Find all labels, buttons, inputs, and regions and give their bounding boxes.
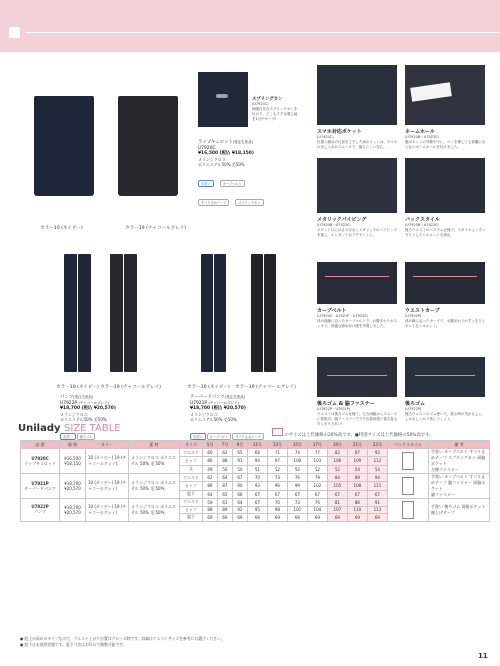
size-value: 97	[267, 457, 287, 465]
pants-color-4: カラー19 (チャコールグレイ)	[235, 385, 296, 390]
product-price: ¥18,700 (税込 ¥20,570)	[190, 406, 246, 412]
size-value: 67	[307, 490, 327, 498]
detail-code: (U7920C)	[252, 102, 269, 106]
product-code: U7921P	[31, 480, 49, 486]
size-value: 73	[267, 474, 287, 482]
tag: カーブベルト	[220, 180, 245, 187]
size-value: 52	[327, 465, 347, 473]
pants-color-1: カラー10 (ネイビー)	[56, 385, 99, 390]
size-value: 89	[347, 474, 367, 482]
size-value: 104	[307, 506, 327, 514]
size-value: 89	[217, 506, 232, 514]
detail-text: 後ろウエストのペプラム仕様で、スタイルよくすっきりとしたシルエットを演出。	[405, 227, 486, 237]
size-value: 69	[327, 514, 347, 522]
product-code: U7921P	[190, 400, 208, 406]
size-value: 70	[267, 499, 287, 507]
size-value: 76	[307, 499, 327, 507]
product-code: U7922P	[60, 400, 78, 406]
size-value: 101	[287, 506, 307, 514]
metallic-piping-photo	[317, 158, 397, 213]
back-style-icon	[402, 477, 414, 495]
th: 備 考	[429, 441, 490, 449]
th: 価 格	[60, 441, 86, 449]
measure-label: 丈	[180, 465, 203, 473]
size-value: 69	[287, 514, 307, 522]
page-number: 11	[478, 652, 488, 660]
size-value: 94	[247, 457, 267, 465]
product-maker: メランジクロス	[190, 411, 218, 417]
product-note: (受注生産品)	[73, 395, 94, 399]
product-label: ラップキュロット	[24, 460, 56, 466]
size-value: 113	[367, 506, 387, 514]
tag: 手洗い	[198, 180, 214, 187]
footnote: ● 股上が深めのタイプなので、ウエスト上がり位置はクローズ時です。詳細はウエストサイズを参考にお選びください。	[20, 636, 225, 641]
measure-label: ヒップ	[180, 506, 203, 514]
back-style-icon	[402, 452, 414, 470]
measure-label: ヒップ	[180, 457, 203, 465]
product-name: ラップキュロット	[198, 140, 233, 145]
legend-text: のサイズは上代価格の20%高です。●特別サイズは上代価格の50%高です。	[284, 433, 434, 438]
product-price: ¥16,500 (税込 ¥18,150)	[198, 151, 254, 157]
detail-title: バックスタイル	[405, 217, 440, 223]
detail-text: 体の線に沿ったカーブで、お腹まわりがすっきりとキレイなシルエット。	[405, 318, 486, 328]
waist-curve-photo	[405, 262, 485, 304]
table-cell: 10 (ネイビー) 19 (チャコールグレイ)	[86, 449, 129, 474]
back-rubber-zip-photo	[317, 357, 397, 397]
size-value: 90	[232, 482, 247, 490]
size-value: 54	[367, 465, 387, 473]
size-value: 67	[327, 490, 347, 498]
size-value: 79	[307, 474, 327, 482]
measure-label: ウエスト	[180, 499, 203, 507]
size-value: 70	[247, 474, 267, 482]
skirt-photo-charcoal	[110, 80, 188, 220]
th: 19号	[327, 441, 347, 449]
size-value: 67	[287, 490, 307, 498]
th: 23号	[367, 441, 387, 449]
table-row	[21, 499, 490, 507]
detail-title: 後ろゴム & 脇ファスナー	[317, 401, 375, 407]
pants-straight-charcoal-photo	[100, 248, 145, 378]
size-value: 65	[217, 490, 232, 498]
back-style-cell	[388, 449, 429, 474]
size-value: 88	[203, 506, 218, 514]
th: 11号	[247, 441, 267, 449]
tag: カーブベルト	[207, 433, 232, 440]
size-value: 87	[217, 482, 232, 490]
table-cell: メランジクロス ポリエステル 50% 毛 50%	[129, 474, 180, 499]
product-code-cell	[21, 449, 60, 474]
product-name: テーパードパンツ	[190, 395, 225, 400]
detail-code: (U7922P)	[405, 407, 422, 411]
table-cell: 10 (ネイビー) 19 (チャコールグレイ)	[86, 474, 129, 499]
header-mark	[9, 27, 20, 38]
spring-can-photo	[198, 72, 248, 127]
size-value: 86	[203, 457, 218, 465]
skirt-color-1: カラー10 (ネイビー)	[40, 226, 83, 231]
size-value: 69	[203, 514, 218, 522]
product-material: ポリエステル50% 毛50%	[60, 417, 107, 423]
size-value: 91	[367, 499, 387, 507]
price-tax: ¥20,570	[64, 486, 81, 491]
remarks-extra: 脇ファスナー	[431, 492, 455, 497]
curve-belt-photo	[317, 262, 397, 304]
size-value: 100	[287, 457, 307, 465]
th: サイズ	[180, 441, 203, 449]
remarks-extra: 左側ファスナー	[431, 467, 459, 472]
product-code: U7920C	[198, 145, 216, 151]
name-hole-photo	[405, 65, 485, 125]
table-cell: 10 (ネイビー) 19 (チャコールグレイ)	[86, 499, 129, 522]
detail-code: (U7920C)	[317, 135, 334, 139]
size-value: 51	[247, 465, 267, 473]
size-value: 81	[327, 499, 347, 507]
product-code: U7920C	[31, 455, 49, 461]
detail-title: カーブベルト	[317, 308, 347, 314]
product-note: (受注生産品)	[224, 395, 246, 399]
table-row	[21, 474, 490, 482]
table-cell: メランジクロス ポリエステル 50% 毛 50%	[129, 499, 180, 522]
price-cell	[60, 499, 86, 522]
size-value: 95	[247, 506, 267, 514]
size-value: 68	[247, 449, 267, 457]
size-value: 108	[347, 482, 367, 490]
product-code-color: (チャコールグレイ)	[78, 400, 109, 405]
size-value: 69	[217, 514, 232, 522]
remarks: 手洗い 後ろゴム 両脇ポケット 裾上げテープ	[431, 503, 486, 515]
th: 品 番	[21, 441, 60, 449]
table-row	[21, 449, 490, 457]
detail-text: 後ろウエストのゴム使いで、着る時の気がなしに、しかもしっかり体にフィット。	[405, 411, 486, 421]
detail-text: ポケット口にはさりげなくメタリックのパイピングを施し、エレガントなアクセントに。	[317, 227, 398, 237]
size-value: 67	[367, 490, 387, 498]
brand-name: Unilady	[18, 423, 61, 434]
header-band	[0, 0, 500, 52]
price-tax: ¥18,150	[64, 461, 81, 466]
th: 7号	[217, 441, 232, 449]
th: 21号	[347, 441, 367, 449]
size-value: 88	[217, 457, 232, 465]
detail-code: (U7920B〜U7922E)	[317, 223, 351, 227]
size-value: 98	[267, 506, 287, 514]
product-maker: メランジクロス	[60, 411, 88, 417]
size-value: 94	[367, 474, 387, 482]
size-value: 67	[247, 499, 267, 507]
size-value: 69	[267, 514, 287, 522]
size-value: 105	[327, 482, 347, 490]
size-value: 102	[307, 482, 327, 490]
size-value: 66	[232, 490, 247, 498]
size-value: 67	[347, 490, 367, 498]
product-code-color: (チャコールグレイ)	[208, 400, 239, 405]
product-material: ポリエステル50% 毛50%	[198, 162, 245, 168]
back-style-icon	[402, 501, 414, 519]
size-value: 103	[307, 457, 327, 465]
measure-label: 股下	[180, 514, 203, 522]
size-value: 87	[347, 449, 367, 457]
size-value: 67	[267, 490, 287, 498]
pants-color-3: カラー10 (ネイビー)	[187, 385, 230, 390]
detail-text: 位置と縫めの付加を工夫した両ポケットは、スマホの出し入れがスムーズで、落ちにくい安心。	[317, 139, 398, 149]
size-value: 110	[347, 506, 367, 514]
th: カラー	[86, 441, 129, 449]
smartphone-pocket-photo	[317, 65, 397, 125]
remarks-cell	[429, 499, 490, 522]
product-code: U7922P	[31, 504, 49, 510]
size-value: 109	[347, 457, 367, 465]
product-name: パンツ	[60, 395, 74, 400]
size-value: 76	[287, 474, 307, 482]
remarks-cell	[429, 474, 490, 499]
price: ¥18,700	[64, 481, 81, 486]
detail-title: 後ろゴム	[405, 401, 426, 407]
tag: すべり止めテープ	[232, 433, 263, 440]
remarks: 手洗い カーブベルト すべり止めテープ スプリングカン 両脇ポケット	[431, 449, 486, 466]
back-style-photo	[405, 158, 485, 213]
measure-label: 股下	[180, 490, 203, 498]
price-tax: ¥20,570	[64, 509, 81, 515]
size-value: 91	[232, 457, 247, 465]
price-cell	[60, 449, 86, 474]
size-value: 69	[247, 514, 267, 522]
size-value: 50	[217, 465, 232, 473]
product-maker: メランジクロス	[198, 156, 226, 162]
size-value: 61	[217, 499, 232, 507]
size-value: 71	[267, 449, 287, 457]
detail-text: ウエストは後ろゴム仕様で、左右両脇からスムーズに着脱可。脇ファスナーでラクな着用感と後ろ姿もすっきりきれい!	[317, 411, 398, 426]
back-style-cell	[388, 499, 429, 522]
product-label: テーパードパンツ	[24, 485, 56, 491]
measure-label: ウエスト	[180, 449, 203, 457]
tag: 手洗い	[60, 433, 76, 440]
size-value: 69	[307, 514, 327, 522]
size-value: 92	[367, 449, 387, 457]
size-value: 64	[232, 499, 247, 507]
detail-title: メタリックパイピング	[317, 217, 367, 223]
size-value: 107	[327, 506, 347, 514]
header-line	[25, 32, 500, 33]
size-value: 52	[307, 465, 327, 473]
size-value: 74	[287, 449, 307, 457]
size-value: 82	[327, 449, 347, 457]
legend-swatch	[272, 428, 283, 436]
pants-tapered-navy-photo	[190, 248, 235, 378]
tag: すべり止めテープ	[198, 199, 229, 206]
tag: 後ろゴム	[77, 433, 96, 440]
size-value: 69	[232, 514, 247, 522]
size-value: 59	[203, 499, 218, 507]
size-value: 84	[327, 474, 347, 482]
price: ¥18,700	[64, 504, 81, 510]
size-value: 67	[247, 490, 267, 498]
detail-title: ウエストカーブ	[405, 308, 440, 314]
size-value: 64	[203, 490, 218, 498]
size-value: 93	[247, 482, 267, 490]
detail-code: (U7922P)	[405, 314, 422, 318]
size-value: 96	[267, 482, 287, 490]
detail-text: 伸縮自在なスプリングカンを付けて、どこもラクな着心地を1日中キープ!	[252, 106, 298, 121]
product-price: ¥18,700 (税込 ¥20,570)	[60, 406, 116, 412]
size-value: 86	[203, 482, 218, 490]
size-value: 62	[217, 449, 232, 457]
size-value: 62	[203, 474, 218, 482]
pants-color-2: カラー19 (チャコールグレイ)	[100, 385, 161, 390]
remarks: 手洗い カーブベルト すべり止めテープ 脇ファスナー 両脇ポケット	[431, 474, 486, 491]
size-value: 52	[287, 465, 307, 473]
price: ¥16,500	[64, 456, 81, 461]
size-value: 67	[232, 474, 247, 482]
remarks-cell	[429, 449, 490, 474]
footnote: ● 股下は未使用状態です。股下寸法はお好みで調整可能です。	[20, 641, 127, 647]
back-style-cell	[388, 474, 429, 499]
detail-code: (U7922P・U7921P)	[317, 407, 351, 411]
size-value: 65	[232, 449, 247, 457]
tag: スプリングカン	[235, 199, 263, 206]
detail-code: (U7920C・U7921P・U7922E)	[317, 314, 368, 318]
detail-title: スプリングカン	[252, 97, 283, 102]
measure-label: ウエスト	[180, 474, 203, 482]
th: 17号	[307, 441, 327, 449]
size-value: 50	[232, 465, 247, 473]
th: 5号	[203, 441, 218, 449]
size-value: 60	[203, 449, 218, 457]
skirt-photo-navy	[26, 80, 104, 220]
size-value: 77	[307, 449, 327, 457]
back-rubber-photo	[405, 357, 485, 397]
product-material: ポリエステル50% 毛50%	[190, 417, 237, 423]
skirt-color-2: カラー19 (チャコールグレイ)	[125, 226, 186, 231]
detail-title: スマホ対応ポケット	[317, 129, 362, 135]
size-table	[20, 440, 490, 522]
size-value: 49	[203, 465, 218, 473]
size-value: 52	[267, 465, 287, 473]
detail-text: 体の曲線に沿ったカーブベルトで、お腹まわりがスッキリ。快適な締め付け感を実現しました。	[317, 318, 398, 328]
detail-text: 脇ポケットの外側や中に、ペンを挿しても邪魔にならないネームホールを付けました。	[405, 139, 486, 149]
size-value: 111	[367, 482, 387, 490]
size-value: 106	[327, 457, 347, 465]
tag: 手洗い	[190, 433, 206, 440]
product-label: パンツ	[34, 509, 46, 515]
size-value: 54	[347, 465, 367, 473]
size-value: 73	[287, 499, 307, 507]
th: 15号	[287, 441, 307, 449]
size-value: 64	[217, 474, 232, 482]
measure-label: ヒップ	[180, 482, 203, 490]
size-value: 99	[287, 482, 307, 490]
size-value: 92	[232, 506, 247, 514]
size-value: 86	[347, 499, 367, 507]
detail-code: (U7920B〜U7922E)	[405, 223, 439, 227]
table-title: SIZE TABLE	[64, 423, 121, 434]
pants-straight-navy-photo	[54, 248, 99, 378]
th: バックスタイル	[388, 441, 429, 449]
pants-tapered-charcoal-photo	[240, 248, 285, 378]
th: 13号	[267, 441, 287, 449]
detail-code: (U7920B〜U7922E)	[405, 135, 439, 139]
size-value: 69	[367, 514, 387, 522]
product-note: (受注生産品)	[232, 140, 254, 144]
price-cell	[60, 474, 86, 499]
product-code-cell	[21, 499, 60, 522]
th: 素 材	[129, 441, 180, 449]
th: 9号	[232, 441, 247, 449]
detail-title: ネームホール	[405, 129, 435, 135]
size-value: 69	[347, 514, 367, 522]
size-value: 112	[367, 457, 387, 465]
product-code-cell	[21, 474, 60, 499]
table-cell: メランジクロス ポリエステル 50% 毛 50%	[129, 449, 180, 474]
